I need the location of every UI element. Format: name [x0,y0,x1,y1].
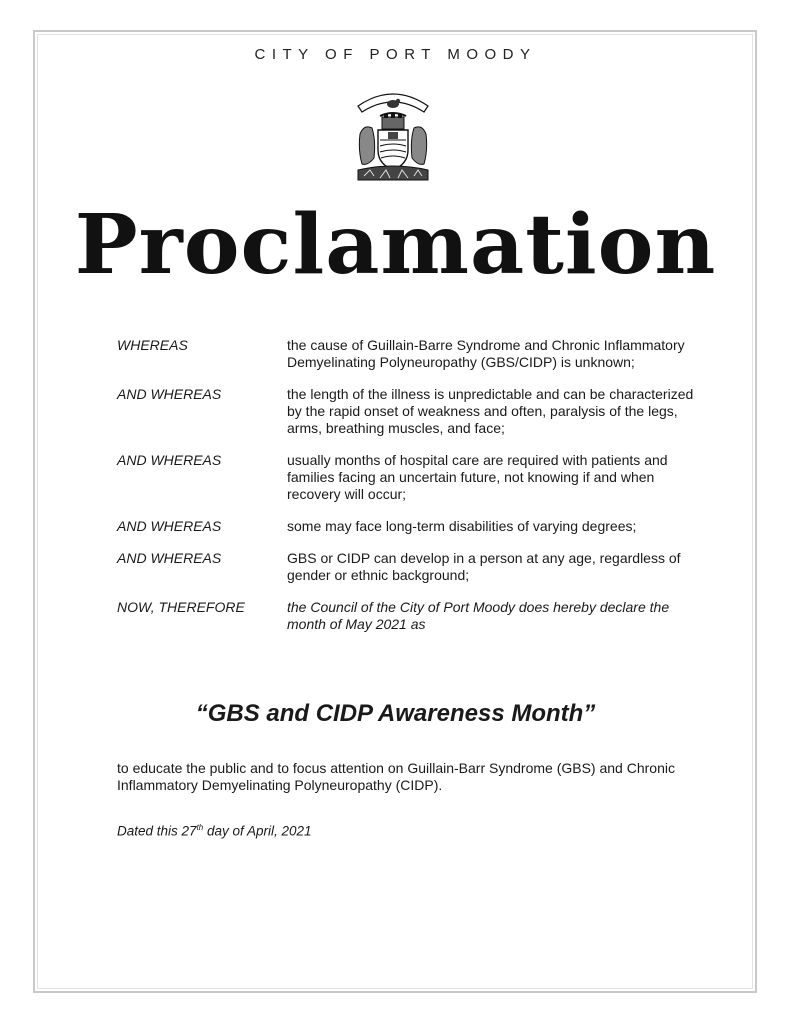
clause-item [117,386,697,437]
clauses-list [117,337,697,648]
awareness-month-headline: “GBS and CIDP Awareness Month” [195,700,596,727]
clause-text: the Council of the City of Port Moody does hereby declare the month of May 2021 as [287,599,670,632]
clause-label: NOW, THEREFORE [117,599,245,615]
clause-label: AND WHEREAS [117,386,222,402]
clause-text: the cause of Guillain-Barre Syndrome and Chronic Inflammatory Demyelinating Polyneuropathy (GBS/CIDP) is unknown; [287,337,685,370]
dated-ordinal: th [196,823,204,832]
clause-item [117,518,697,535]
clause-label: AND WHEREAS [117,550,222,566]
page-title: Proclamation [74,197,717,293]
clause-text: some may face long-term disabilities of varying degrees; [287,518,637,534]
clause-item [117,337,697,371]
clause-text: the length of the illness is unpredictable and can be characterized by the rapid onset of weakness and often, paralysis of the legs, arms, breathing muscles, and face; [287,386,694,436]
dated-line [117,823,312,839]
clause-label: AND WHEREAS [117,452,222,468]
clause-item [117,599,697,633]
dated-rest: day of April, 2021 [203,823,312,839]
city-name: CITY OF PORT MOODY [254,46,537,63]
clause-item [117,550,697,584]
clause-label: WHEREAS [117,337,188,353]
clause-item [117,452,697,503]
clause-text: usually months of hospital care are required with patients and families facing an uncertain future, not knowing if and when recovery will occur; [287,452,668,502]
dated-prefix: Dated this 27 [117,823,197,839]
purpose-statement: to educate the public and to focus attention on Guillain-Barr Syndrome (GBS) and Chronic Inflammatory Demyelinating Polyneuropathy (CIDP). [117,760,675,793]
clause-label: AND WHEREAS [117,518,222,534]
city-crest-icon [350,84,436,184]
clause-text: GBS or CIDP can develop in a person at any age, regardless of gender or ethnic background; [287,550,681,583]
